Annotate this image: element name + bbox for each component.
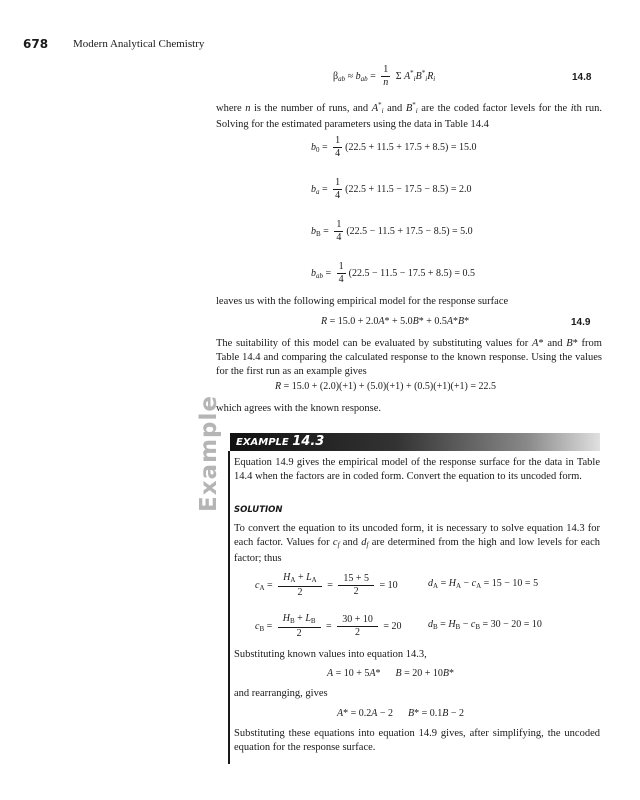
equation-14-8: $\beta_{ab} \approx b_{ab}$ = $\frac{1}{n}$ Σ $A^*_iB^*_iR_i$	[333, 64, 436, 88]
equation-dB: $d_B = H_B - c_B = 30 - 20 = 10$	[428, 619, 542, 631]
solution-heading: SOLUTION	[234, 505, 283, 515]
solution-paragraph-3: and rearranging, gives	[234, 688, 328, 699]
solution-paragraph-4: Substituting these equations into equation 14.9 gives, after simplifying, the uncoded equation for the response surface.	[234, 728, 600, 754]
equation-cA: $c_A$ = $\frac{H_A + L_A}{2}$ = $\frac{15 + 5}{2}$ = 10	[255, 572, 398, 598]
equation-bB: $b_B$ = $\frac{1}{4}$ (22.5 − 11.5 + 17.5 − 8.5) = 5.0	[311, 219, 473, 243]
equation-number-14-8: 14.8	[572, 72, 592, 83]
example-problem: Equation 14.9 gives the empirical model of the response surface for the data in Table 14.4 when the factors are in coded form. Convert the equation to its uncoded form.	[234, 457, 600, 483]
paragraph-runs: where n is the number of runs, and $A^*_i$ and $B^*_i$ are the coded factor levels for the ith run. Solving for the estimated parameters using the data in Table 14.4	[216, 101, 602, 131]
equation-b0: $b_0$ = $\frac{1}{4}$ (22.5 + 11.5 + 17.5 + 8.5) = 15.0	[311, 135, 477, 159]
solution-paragraph-1: To convert the equation to its uncoded form, it is necessary to solve equation 14.3 for each factor. Values for $c_f$ and $d_f$ are determined from the high and low levels for each factor; thus	[234, 523, 600, 565]
paragraph-suitability: The suitability of this model can be evaluated by substituting values for A* and B* from Table 14.4 and comparing the calculated response to the known response. Using the values for the first run as an example gives	[216, 338, 602, 378]
equation-rearranged: A* = 0.2A − 2 B* = 0.1B − 2	[337, 708, 464, 719]
example-left-rule	[228, 451, 230, 764]
equation-dA: $d_A = H_A - c_A = 15 - 10 = 5$	[428, 578, 539, 590]
example-label: EXAMPLE 14.3	[236, 434, 325, 449]
equation-ba: $b_a$ = $\frac{1}{4}$ (22.5 + 11.5 − 17.5 − 8.5) = 2.0	[311, 177, 472, 201]
equation-number-14-9: 14.9	[571, 317, 591, 328]
equation-substitution: A = 10 + 5A* B = 20 + 10B*	[327, 668, 454, 679]
equation-14-9: R = 15.0 + 2.0A* + 5.0B* + 0.5A*B*	[321, 316, 470, 327]
paragraph-agrees: which agrees with the known response.	[216, 403, 382, 414]
running-title: Modern Analytical Chemistry	[73, 38, 205, 50]
equation-bab: $b_{ab}$ = $\frac{1}{4}$ (22.5 − 11.5 − 17.5 + 8.5) = 0.5	[311, 261, 475, 285]
paragraph-empirical-model: leaves us with the following empirical model for the response surface	[216, 296, 509, 307]
page-number: 678	[23, 37, 49, 51]
equation-cB: $c_B$ = $\frac{H_B + L_B}{2}$ = $\frac{30 + 10}{2}$ = 20	[255, 613, 402, 639]
example-side-word: Example	[196, 395, 222, 512]
equation-first-run: R = 15.0 + (2.0)(+1) + (5.0)(+1) + (0.5)(+1)(+1) = 22.5	[275, 381, 496, 392]
solution-paragraph-2: Substituting known values into equation 14.3,	[234, 649, 427, 660]
